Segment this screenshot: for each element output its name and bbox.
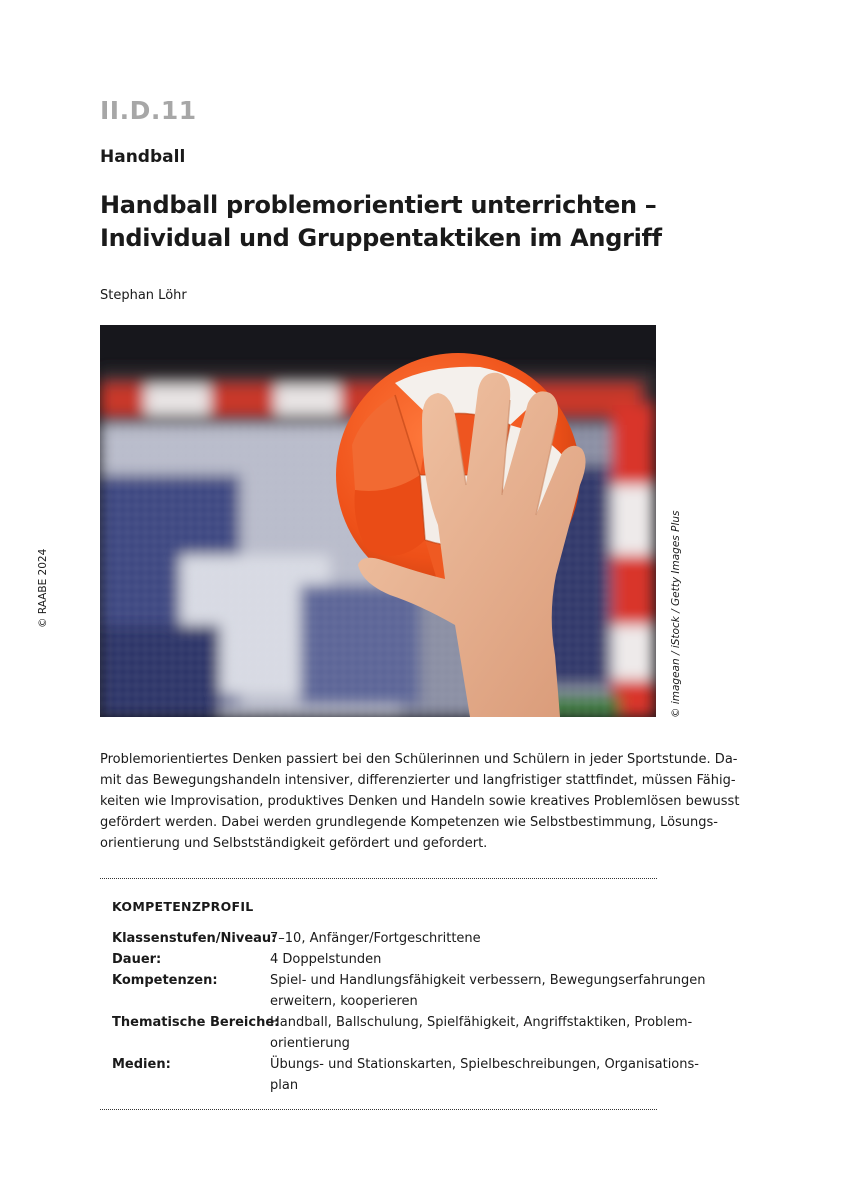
subject-label: Handball [100, 147, 186, 167]
document-code: II.D.11 [100, 96, 197, 125]
profile-label: Kompetenzen: [112, 973, 218, 988]
author-name: Stephan Löhr [100, 288, 187, 303]
intro-paragraph [100, 749, 740, 854]
intro-line: gefördert werden. Dabei werden grundlegende Kompetenzen wie Selbstbestimmung, Lösungs- [100, 815, 718, 830]
profile-label: Dauer: [112, 952, 162, 967]
kompetenzprofil-heading: KOMPETENZPROFIL [112, 899, 254, 914]
profile-label: Klassenstufen/Niveau: [112, 931, 277, 946]
intro-line: keiten wie Improvisation, produktives Denken und Handeln sowie kreatives Problemlösen bewusst [100, 794, 740, 809]
profile-value-line: Spiel- und Handlungsfähigkeit verbessern, Bewegungserfahrungen [270, 973, 706, 988]
side-copyright: © RAABE 2024 [37, 548, 49, 628]
profile-value-line: Handball, Ballschulung, Spielfähigkeit, Angriffstaktiken, Problem- [270, 1015, 693, 1030]
profile-value [270, 1054, 699, 1096]
profile-value [270, 928, 655, 949]
title-line: Handball problemorientiert unterrichten – [100, 191, 657, 219]
photo-credit: © imagean / iStock / Getty Images Plus [670, 510, 682, 718]
profile-label: Thematische Bereiche: [112, 1015, 280, 1030]
profile-value [270, 949, 655, 970]
profile-value-line: orientierung [270, 1036, 350, 1051]
profile-value-line: plan [270, 1078, 299, 1093]
profile-value-line: 4 Doppelstunden [270, 952, 382, 967]
page-title [100, 189, 700, 255]
intro-line: Problemorientiertes Denken passiert bei den Schülerinnen und Schülern in jeder Sportstunde. Da- [100, 752, 738, 767]
profile-value [270, 970, 706, 1012]
profile-value-line: erweitern, kooperieren [270, 994, 418, 1009]
title-line: Individual und Gruppentaktiken im Angriff [100, 224, 662, 252]
dotted-divider-bottom [100, 1109, 657, 1110]
profile-label: Medien: [112, 1057, 171, 1072]
profile-value [270, 1012, 693, 1054]
intro-line: mit das Bewegungshandeln intensiver, differenzierter und langfristiger stattfindet, müssen Fähig- [100, 773, 736, 788]
intro-line: orientierung und Selbstständigkeit gefördert und gefordert. [100, 836, 488, 851]
profile-value-line: Übungs- und Stationskarten, Spielbeschreibungen, Organisations- [270, 1057, 699, 1072]
dotted-divider-top [100, 878, 657, 879]
handball-photo [100, 325, 656, 717]
profile-value-line: 7–10, Anfänger/Fortgeschrittene [270, 931, 481, 946]
